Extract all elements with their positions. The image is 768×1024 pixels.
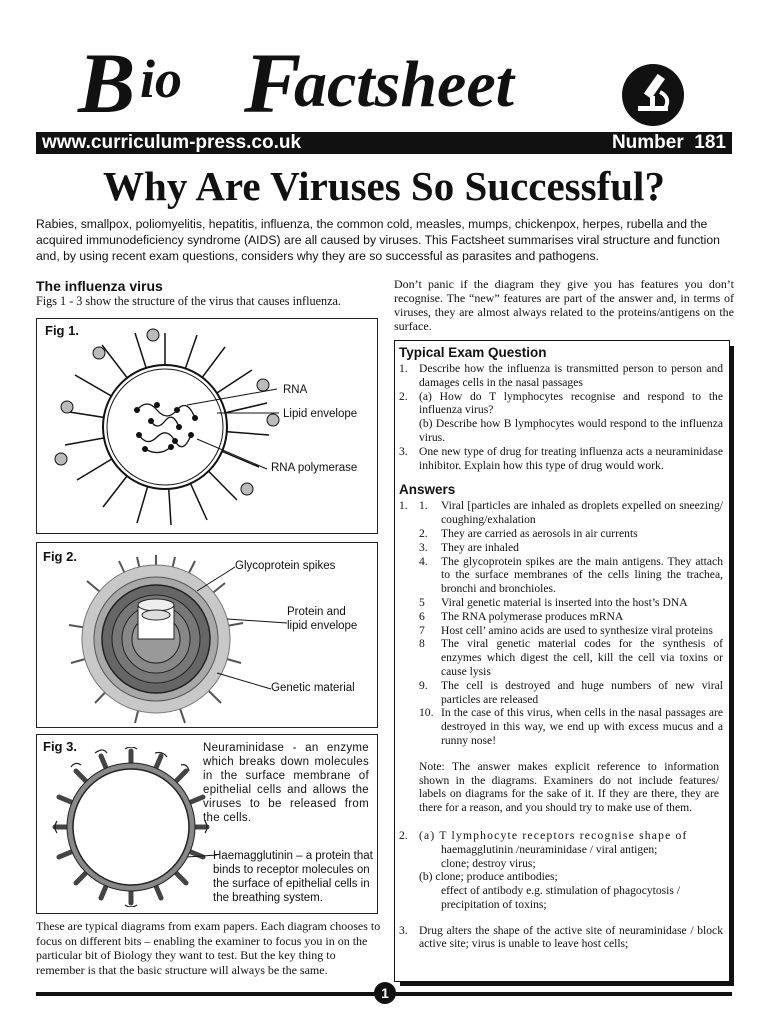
page-title: Why Are Viruses So Successful? [103, 163, 665, 209]
question-2b: (b) Describe how B lymphocytes would respond to the influenza virus. [419, 417, 723, 444]
label-neuraminidase: Neuraminidase - an enzyme which breaks down molecules in the surface membrane of epithelial cells and allows the viruses to be released from the cells. [203, 742, 369, 824]
exam-question-title: Typical Exam Question [399, 345, 547, 360]
header-bar [36, 132, 732, 154]
fig3-label: Fig 3. [43, 739, 77, 754]
question-1: 1. Describe how the influenza is transmitted person to person and damages cells in the nasal passages [399, 362, 723, 389]
answer-1-item: 1. 1. Viral [particles are inhaled as droplets expelled on sneezing/ coughing/exhalation [399, 499, 723, 527]
section-heading: The influenza virus [36, 278, 163, 294]
page-number: 1 [374, 982, 396, 1004]
label-lipid-envelope: Lipid envelope [283, 408, 358, 420]
answer-1-item: 2. They are carried as aerosols in air currents [419, 526, 638, 540]
fig2-pointer-lines [187, 561, 297, 701]
answer-1-item: 8 The viral genetic material codes for the synthesis of enzymes which digest the cell, kill the cell via toxins or cause lysis [419, 637, 723, 678]
fig2-label: Fig 2. [43, 549, 77, 564]
right-column-intro: Don’t panic if the diagram they give you has features you don’t recognise. The “new” features are part of the answer and, in terms of viruses, they are almost always related to the proteins/antigens on the surface. [394, 277, 734, 333]
figure-3 [36, 734, 378, 914]
logo-letters-actsheet: actsheet [294, 48, 514, 121]
answer-1-item: 6 The RNA polymerase produces mRNA [419, 609, 624, 623]
answer-2: 2. (a) T lymphocyte receptors recognise shape of haemagglutinin /neuraminidase / viral antigen; clone; destroy virus; (b) clone; produce antibodies; effect of antibody e.g. stimulation of phagocytosis / precipitation of toxins; [399, 828, 688, 911]
factsheet-number: Number 181 [606, 132, 732, 154]
virus-surface-proteins-diagram [51, 747, 211, 907]
question-2a: 2. (a) How do T lymphocytes recognise and respond to the influenza virus? [399, 389, 723, 417]
logo-letter-f: F [244, 35, 302, 131]
label-genetic-material: Genetic material [271, 682, 355, 694]
label-rna-polymerase: RNA polymerase [271, 462, 358, 474]
diagram-commentary: These are typical diagrams from exam papers. Each diagram chooses to focus on different bits – enabling the examiner to focus you in on the particular bit of Biology they want to test. But the key thing to remember is that the basic structure will always be the same. [36, 919, 381, 977]
microscope-icon [620, 62, 686, 128]
answer-1-item: 3. They are inhaled [419, 540, 519, 554]
examiner-note: Note: The answer makes explicit reference to information shown in the diagrams. Examiners do not include features/ labels on diagrams for the sake of it. If they are there, they are there for a reason, and you should try to make use of them. [419, 759, 719, 815]
exam-question-box [394, 340, 730, 982]
label-haemagglutinin: Haemagglutinin – a protein that binds to receptor molecules on the surface of epithelial cells in the breathing system. [213, 850, 373, 904]
logo-letter-b: B [78, 35, 136, 131]
label-protein-lipid-2: lipid envelope [287, 620, 358, 632]
answer-1-item: 10. In the case of this virus, when cells in the nasal passages are destroyed in this way, we end up with excess mucus and a runny nose! [419, 706, 723, 747]
figure-2 [36, 542, 378, 728]
label-rna: RNA [283, 384, 308, 396]
website-url[interactable]: www.curriculum-press.co.uk [42, 132, 302, 153]
question-3: 3. One new type of drug for treating influenza acts a neuraminidase inhibitor. Explain how this type of drug would work. [399, 444, 723, 472]
answer-1-item: 7 Host cell’ amino acids are used to synthesize viral proteins [419, 623, 713, 637]
fig1-label: Fig 1. [45, 323, 79, 338]
answer-3: 3. Drug alters the shape of the active site of neuraminidase / block active site; virus is unable to leave host cells; [399, 923, 723, 951]
figure-1 [36, 318, 378, 534]
section-text: Figs 1 - 3 show the structure of the virus that causes influenza. [36, 294, 341, 308]
answers-title: Answers [399, 482, 456, 498]
label-glycoprotein-spikes: Glycoprotein spikes [235, 560, 336, 572]
answer-1-item: 5 Viral genetic material is inserted into the host’s DNA [419, 595, 688, 609]
answer-1-item: 4. The glycoprotein spikes are the main antigens. They attach to the surface membranes of the cells lining the trachea, bronchi and bronchioles. [419, 554, 723, 596]
logo-letters-io: io [140, 49, 183, 109]
answer-1-list [395, 499, 729, 747]
answer-1-item: 9. The cell is destroyed and huge numbers of new viral particles are released [419, 678, 723, 706]
intro-paragraph: Rabies, smallpox, poliomyelitis, hepatitis, influenza, the common cold, measles, mumps, chickenpox, herpes, rubella and the acquired immunodeficiency syndrome (AIDS) are all caused by viruses. This Factsheet summarises viral structure and function and, by using recent exam questions, considers why they are so successful as parasites and pathogens. [36, 217, 720, 263]
label-protein-lipid-1: Protein and [287, 606, 346, 618]
